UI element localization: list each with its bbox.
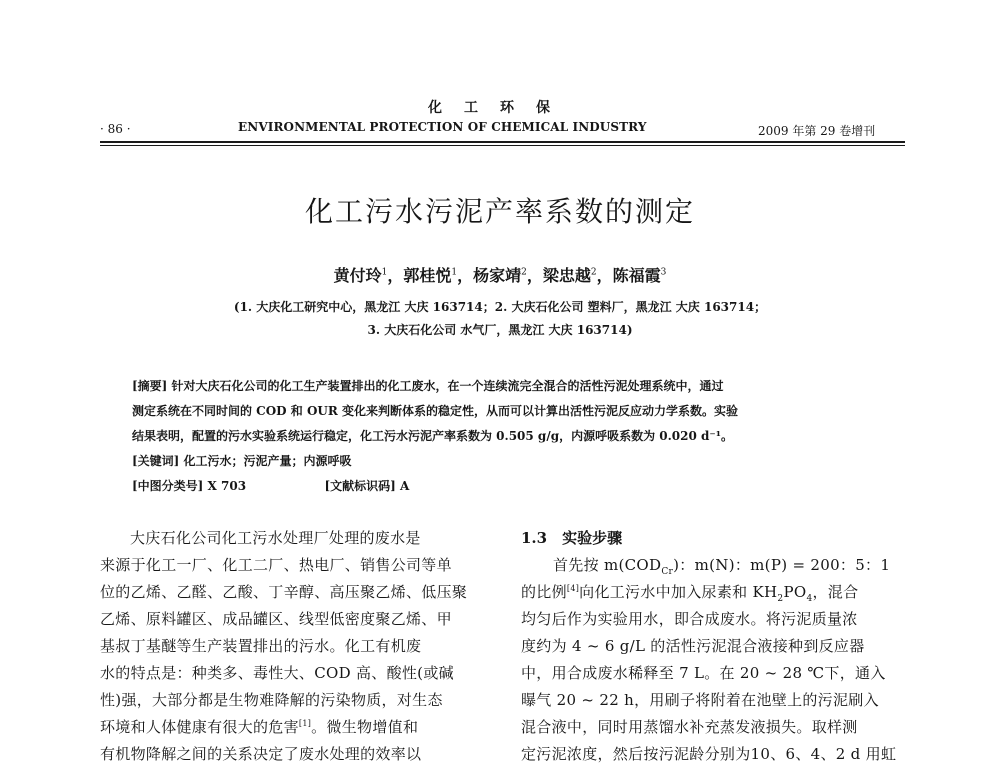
body-right-line: 中，用合成废水稀释至 7 L。在 20 ~ 28 ℃下，通入: [521, 664, 886, 682]
author: 梁忠越: [542, 266, 591, 285]
author-affil-mark: 2: [521, 267, 527, 278]
body-left-line: 性)强，大部分都是生物难降解的污染物质，对生态: [100, 691, 443, 709]
keywords: [关键词] 化工污水；污泥产量；内源呼吸: [132, 454, 352, 468]
body-right-line: 定污泥浓度，然后按污泥龄分别为10、6、4、2 d 用虹: [521, 745, 897, 763]
body-right-line: 混合液中，同时用蒸馏水补充蒸发液损失。取样测: [521, 718, 858, 736]
body-right-text: PO: [783, 583, 807, 601]
author: 陈福霞: [612, 266, 661, 285]
classification-label: [中图分类号]: [132, 479, 204, 493]
body-right-line: [553, 554, 890, 577]
issue-info: 2009 年第 29 卷增刊: [758, 124, 876, 138]
affiliation-line-2: 3. 大庆石化公司 水气厂，黑龙江 大庆 163714): [367, 323, 633, 337]
journal-name-cn: 化工环保: [428, 100, 572, 116]
author-separator: ，: [457, 266, 474, 285]
doc-code: A: [400, 479, 410, 493]
author-separator: ，: [387, 266, 404, 285]
author-affil-mark: 1: [451, 267, 458, 278]
body-left-line: 水的特点是：种类多、毒性大、COD 高、酸性(或碱: [100, 664, 454, 682]
body-left-line: 乙烯、原料罐区、成品罐区、线型低密度聚乙烯、甲: [100, 610, 452, 628]
author-list: [0, 263, 1000, 286]
author: 杨家靖: [473, 266, 522, 285]
body-right-text: 的比例: [521, 583, 567, 601]
body-left-line: 有机物降解之间的关系决定了废水处理的效率以: [100, 745, 422, 763]
article-title: 化工污水污泥产率系数的测定: [304, 195, 695, 228]
body-right-line: [521, 581, 858, 604]
section-heading: 1.3 实验步骤: [521, 529, 623, 547]
author-affil-mark: 3: [660, 267, 667, 278]
body-left-line: 基叔丁基醚等生产装置排出的污水。化工有机废: [100, 637, 422, 655]
doc-code-label: [文献标识码]: [324, 479, 396, 493]
author: 黄付玲: [333, 266, 382, 285]
classification-line: [132, 477, 409, 494]
author-separator: ，: [596, 266, 613, 285]
author: 郭桂悦: [403, 266, 452, 285]
page-number: · 86 ·: [100, 122, 131, 136]
subscript: 4: [806, 594, 813, 604]
body-right-line: 度约为 4 ~ 6 g/L 的活性污泥混合液接种到反应器: [521, 637, 865, 655]
body-left-line: 大庆石化公司化工污水处理厂处理的废水是: [130, 529, 421, 547]
body-left-line: [100, 716, 418, 737]
body-left-line: 位的乙烯、乙醛、乙酸、丁辛醇、高压聚乙烯、低压聚: [100, 583, 468, 601]
author-separator: ，: [526, 266, 543, 285]
body-left-text: 环境和人体健康有很大的危害: [100, 718, 299, 736]
body-right-text: ，混合: [812, 583, 859, 601]
body-right-line: 曝气 20 ~ 22 h，用刷子将附着在池壁上的污泥刷入: [521, 691, 879, 709]
abstract-line-2: 测定系统在不同时间的 COD 和 OUR 变化来判断体系的稳定性，从而可以计算出活性污泥反应动力学系数。实验: [132, 404, 739, 418]
body-left-line: 来源于化工一厂、化工二厂、热电厂、销售公司等单: [100, 556, 452, 574]
body-left-text: 。微生物增值和: [311, 718, 419, 736]
author-affil-mark: 2: [590, 267, 597, 278]
citation-ref: [1]: [298, 719, 312, 728]
body-right-text: 首先按 m(COD: [553, 556, 662, 574]
body-right-line: 均匀后作为实验用水，即合成废水。将污泥质量浓: [521, 610, 858, 628]
subscript: 2: [777, 594, 784, 604]
abstract-line-3: 结果表明，配置的污水实验系统运行稳定，化工污水污泥产率系数为 0.505 g/g，内源呼吸系数为 0.020 d⁻¹。: [132, 429, 734, 443]
header-rule-thin: [100, 145, 905, 146]
journal-name-en: ENVIRONMENTAL PROTECTION OF CHEMICAL INDUSTRY: [238, 120, 647, 134]
header-rule-thick: [100, 141, 905, 143]
abstract-line-1: [摘要] 针对大庆石化公司的化工生产装置排出的化工废水，在一个连续流完全混合的活性污泥处理系统中，通过: [132, 379, 724, 393]
subscript: Cr: [661, 567, 674, 577]
body-right-text: 向化工污水中加入尿素和 KH: [579, 583, 778, 601]
body-right-text: )：m(N)：m(P) = 200：5：1: [673, 556, 891, 574]
affiliation-line-1: (1. 大庆化工研究中心，黑龙江 大庆 163714；2. 大庆石化公司 塑料厂，黑龙江 大庆 163714；: [233, 300, 767, 314]
author-affil-mark: 1: [381, 267, 388, 278]
classification-code: X 703: [207, 479, 247, 493]
citation-ref: [4]: [566, 584, 580, 593]
